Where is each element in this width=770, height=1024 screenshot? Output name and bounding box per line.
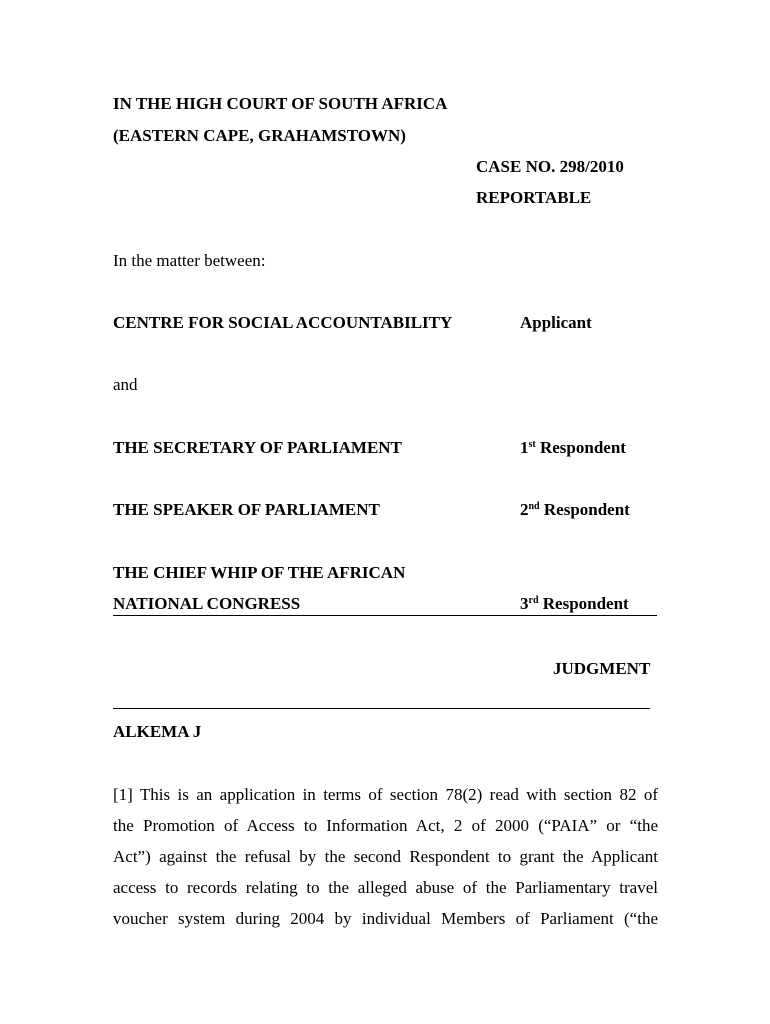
applicant-name: CENTRE FOR SOCIAL ACCOUNTABILITY xyxy=(113,313,453,332)
respondent-1-ordinal-suffix: st xyxy=(528,439,536,450)
respondent-3-role xyxy=(520,594,629,614)
parties-underline xyxy=(113,615,657,616)
respondent-3-name-line-1: THE CHIEF WHIP OF THE AFRICAN xyxy=(113,563,406,582)
judgment-heading: JUDGMENT xyxy=(553,659,651,678)
respondent-3-name-line-2: NATIONAL CONGRESS xyxy=(113,594,301,613)
respondent-1-role xyxy=(520,438,626,458)
applicant-role: Applicant xyxy=(520,313,592,332)
paragraph-1-line-2: the Promotion of Access to Information Act, 2 of 2000 (“PAIA” or “the xyxy=(113,816,658,835)
paragraph-1-line-3: Act”) against the refusal by the second Respondent to grant the Applicant xyxy=(113,847,658,866)
respondent-1-label: Respondent xyxy=(539,438,626,457)
respondent-2-role xyxy=(520,500,630,520)
respondent-3-ordinal: 3 xyxy=(520,594,529,613)
paragraph-1-line-1: [1] This is an application in terms of section 78(2) read with section 82 of xyxy=(113,785,658,804)
reportable-label: REPORTABLE xyxy=(476,188,592,207)
respondent-2-ordinal-suffix: nd xyxy=(528,501,540,512)
judge-name: ALKEMA J xyxy=(113,722,202,741)
judgment-rule xyxy=(113,708,650,709)
respondent-3-label: Respondent xyxy=(542,594,629,613)
respondent-2-name: THE SPEAKER OF PARLIAMENT xyxy=(113,500,380,519)
matter-between: In the matter between: xyxy=(113,251,266,270)
case-number: CASE NO. 298/2010 xyxy=(476,157,624,176)
respondent-3-ordinal-suffix: rd xyxy=(528,595,539,606)
court-name: IN THE HIGH COURT OF SOUTH AFRICA xyxy=(113,94,448,113)
and-separator: and xyxy=(113,375,138,394)
respondent-1-name: THE SECRETARY OF PARLIAMENT xyxy=(113,438,402,457)
paragraph-1-line-4: access to records relating to the alleged abuse of the Parliamentary travel xyxy=(113,878,658,897)
court-division: (EASTERN CAPE, GRAHAMSTOWN) xyxy=(113,126,406,145)
respondent-1-ordinal: 1 xyxy=(520,438,529,457)
respondent-2-ordinal: 2 xyxy=(520,500,529,519)
paragraph-1-line-5: voucher system during 2004 by individual Members of Parliament (“the xyxy=(113,909,658,928)
respondent-2-label: Respondent xyxy=(543,500,630,519)
